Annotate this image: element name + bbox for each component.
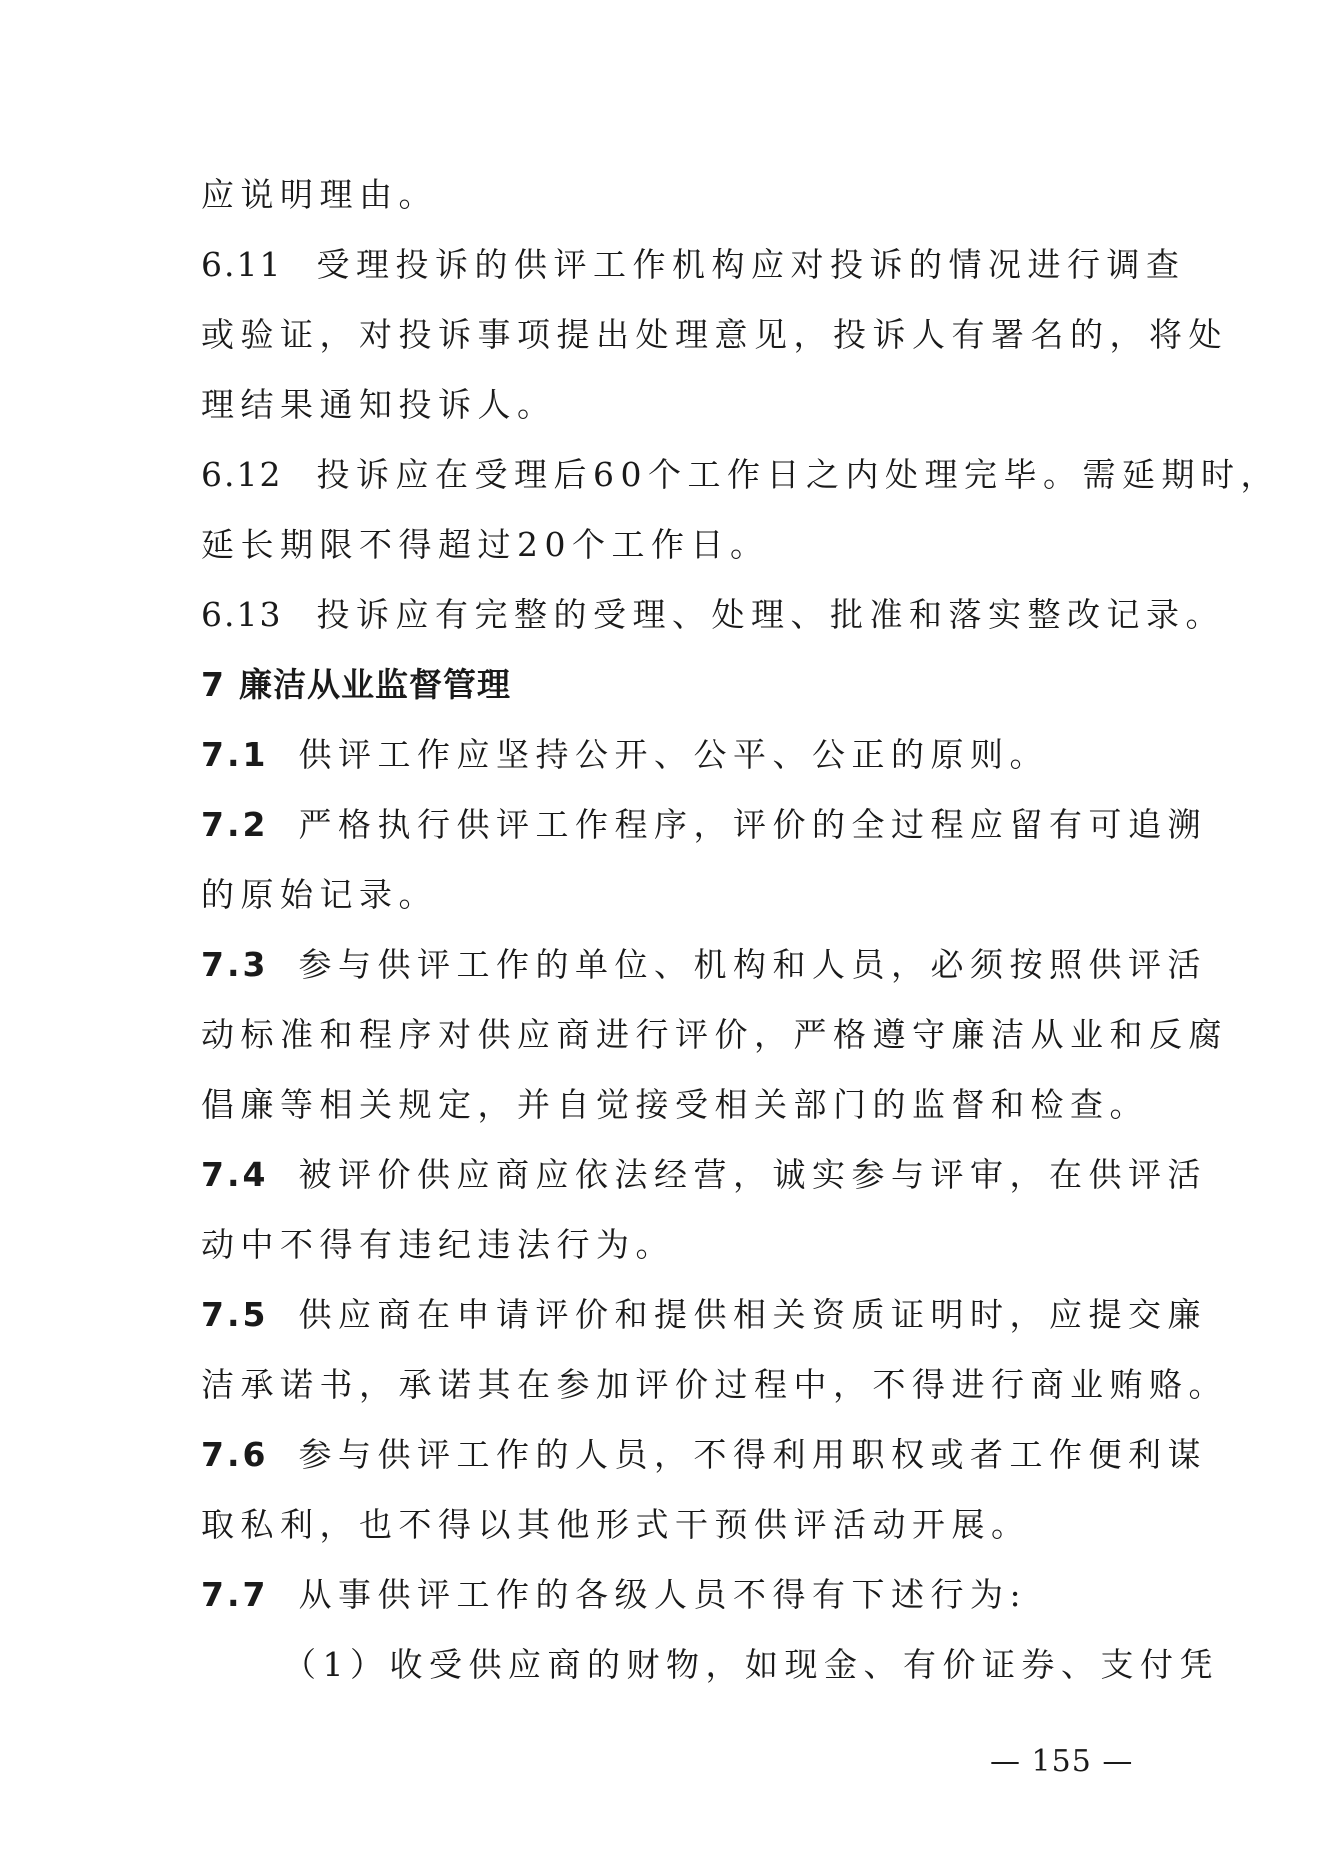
paragraph-line: 动中不得有违纪违法行为。 — [201, 1225, 675, 1264]
clause-number: 7.6 — [201, 1435, 269, 1474]
paragraph-line: 取私利，也不得以其他形式干预供评活动开展。 — [201, 1505, 1031, 1544]
clause-7-7: 7.7 从事供评工作的各级人员不得有下述行为: — [201, 1573, 1141, 1617]
clause-6-11: 6.11 受理投诉的供评工作机构应对投诉的情况进行调查 — [201, 243, 1141, 287]
paragraph-line: 的原始记录。 — [201, 875, 438, 914]
clause-number: 7.5 — [201, 1295, 269, 1334]
clause-number: 6.13 — [201, 595, 283, 634]
clause-7-3: 7.3 参与供评工作的单位、机构和人员，必须按照供评活 — [201, 943, 1141, 987]
page-number: — 155 — — [990, 1744, 1134, 1779]
paragraph-line: 倡廉等相关规定，并自觉接受相关部门的监督和检查。 — [201, 1085, 1149, 1124]
clause-number: 7.3 — [201, 945, 269, 984]
clause-6-13: 6.13 投诉应有完整的受理、处理、批准和落实整改记录。 — [201, 593, 1141, 637]
list-item-1: （1）收受供应商的财物，如现金、有价证券、支付凭 — [283, 1645, 1219, 1684]
paragraph-line: 延长期限不得超过20个工作日。 — [201, 525, 770, 564]
paragraph-line: 动标准和程序对供应商进行评价，严格遵守廉洁从业和反腐 — [201, 1015, 1228, 1054]
clause-number: 7.1 — [201, 735, 269, 774]
clause-number: 7.7 — [201, 1575, 269, 1614]
clause-7-6: 7.6 参与供评工作的人员，不得利用职权或者工作便利谋 — [201, 1433, 1141, 1477]
paragraph-line: 洁承诺书，承诺其在参加评价过程中，不得进行商业贿赂。 — [201, 1365, 1228, 1404]
clause-7-5: 7.5 供应商在申请评价和提供相关资质证明时，应提交廉 — [201, 1293, 1141, 1337]
clause-number: 6.12 — [201, 455, 283, 494]
clause-number: 7.4 — [201, 1155, 269, 1194]
clause-number: 7.2 — [201, 805, 269, 844]
section-heading-7: 7 廉洁从业监督管理 — [201, 665, 511, 704]
clause-number: 6.11 — [201, 245, 283, 284]
paragraph-line: 理结果通知投诉人。 — [201, 385, 557, 424]
clause-7-2: 7.2 严格执行供评工作程序，评价的全过程应留有可追溯 — [201, 803, 1141, 847]
clause-7-4: 7.4 被评价供应商应依法经营，诚实参与评审，在供评活 — [201, 1153, 1141, 1197]
paragraph-line: 或验证，对投诉事项提出处理意见，投诉人有署名的，将处 — [201, 315, 1228, 354]
clause-6-12: 6.12 投诉应在受理后60个工作日之内处理完毕。需延期时， — [201, 453, 1141, 497]
paragraph-line: 应说明理由。 — [201, 175, 438, 214]
clause-7-1: 7.1 供评工作应坚持公开、公平、公正的原则。 — [201, 733, 1141, 777]
